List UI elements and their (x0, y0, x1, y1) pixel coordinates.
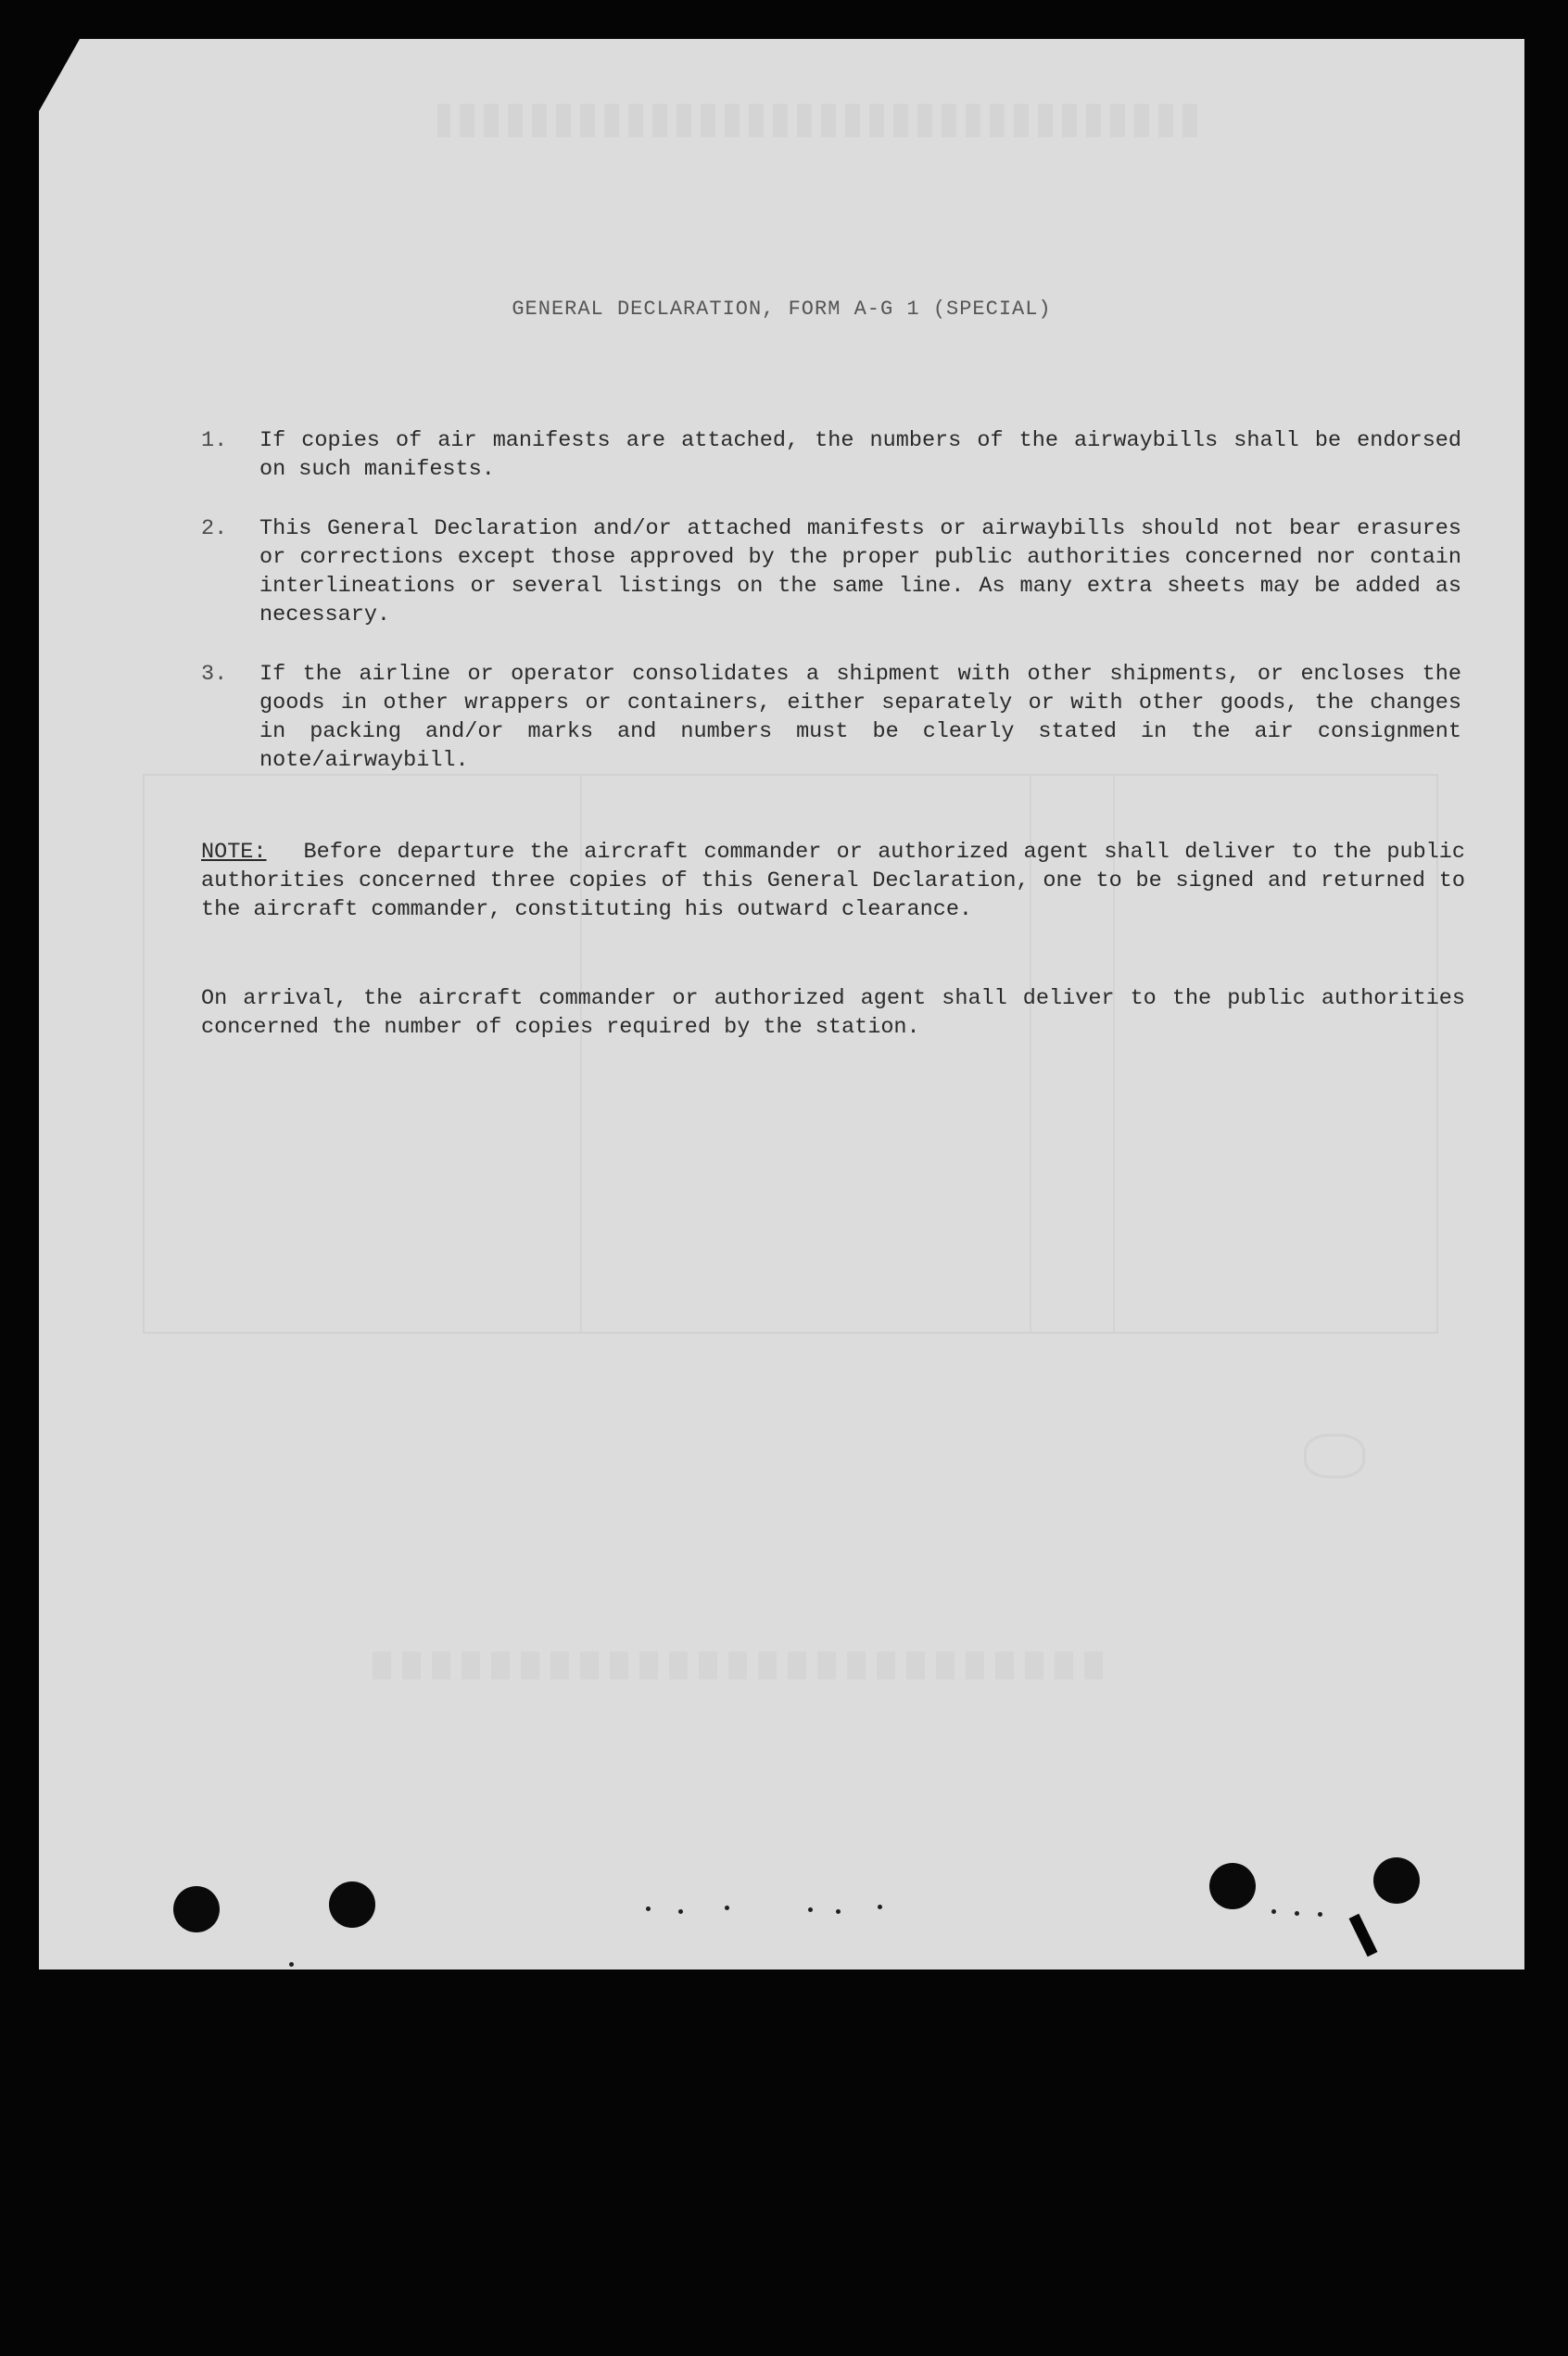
punch-hole (1209, 1863, 1256, 1909)
arrival-paragraph (201, 984, 1465, 1042)
punch-hole (173, 1886, 220, 1932)
page-title: GENERAL DECLARATION, FORM A-G 1 (SPECIAL) (512, 298, 1052, 321)
speck (646, 1906, 651, 1911)
speck (725, 1906, 729, 1910)
speck (836, 1909, 841, 1914)
punch-hole (329, 1881, 375, 1928)
item-number: 1. (201, 428, 228, 453)
speck (1295, 1911, 1299, 1916)
item-text: If copies of air manifests are attached, the numbers of the airwaybills shall be endorsed on such manifests. (259, 428, 1461, 482)
item-number: 2. (201, 516, 228, 541)
arrival-text: On arrival, the aircraft commander or authorized agent shall deliver to the public authorities concerned the number of copies required by the station. (201, 986, 1465, 1040)
note-text: Before departure the aircraft commander or authorized agent shall deliver to the public authorities concerned three copies of this General Declaration, one to be signed and returned to the aircraft commander, constituting his outward clearance. (201, 840, 1465, 922)
show-through-number (1304, 1434, 1365, 1478)
punch-hole (1373, 1857, 1420, 1904)
list-item (201, 660, 1461, 775)
item-text: This General Declaration and/or attached manifests or airwaybills should not bear erasures or corrections except those approved by the proper public authorities concerned nor contain interlineations or several listings on the same line. As many extra sheets may be added as necessary. (259, 516, 1461, 627)
speck (808, 1907, 813, 1912)
list-item (201, 426, 1461, 484)
note-paragraph (201, 838, 1465, 924)
speck (1271, 1909, 1276, 1914)
note-label: NOTE: (201, 840, 267, 865)
show-through-heading (437, 104, 1197, 137)
show-through-text (373, 1652, 1114, 1679)
speck (1318, 1912, 1322, 1917)
list-item (201, 514, 1461, 629)
speck (878, 1905, 882, 1909)
speck (289, 1962, 294, 1967)
document-page (39, 39, 1524, 1970)
speck (678, 1909, 683, 1914)
folded-corner (39, 39, 80, 111)
item-text: If the airline or operator consolidates a shipment with other shipments, or encloses the goods in other wrappers or containers, either separately or with other goods, the changes in packing and/or marks and numbers must be clearly stated in the air consignment note/airwaybill. (259, 662, 1461, 773)
item-number: 3. (201, 662, 228, 687)
